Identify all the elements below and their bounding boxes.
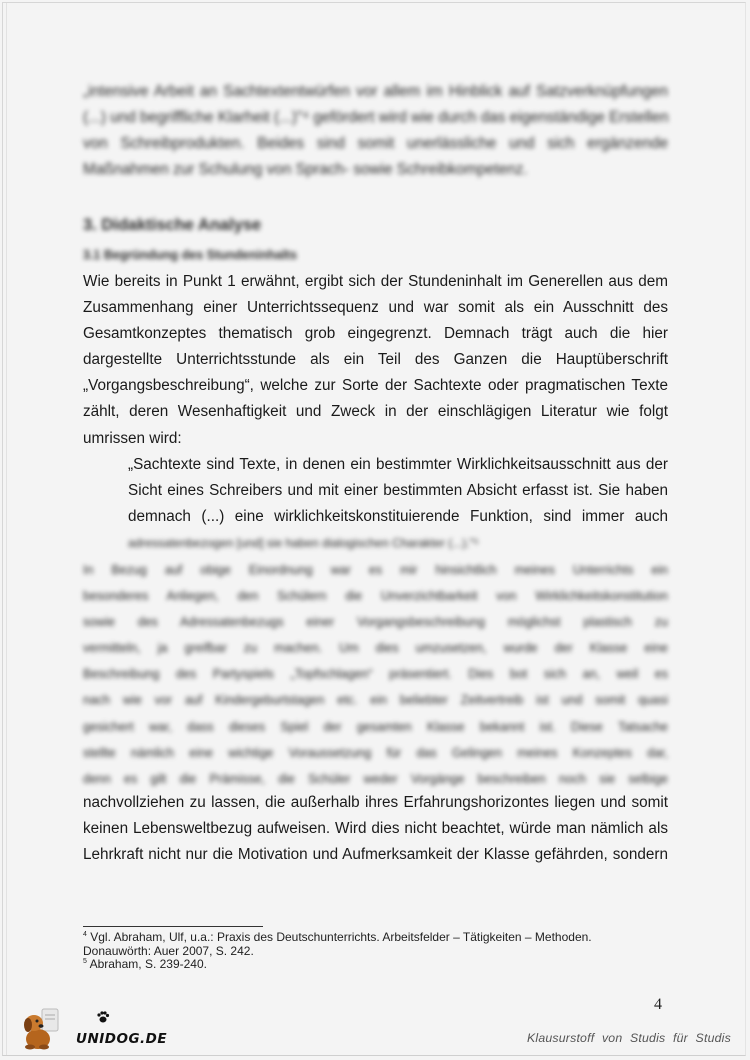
text-line: denn es gilt die Prämisse, die Schüler weder Vorgänge beschreiben noch sie selbige <box>83 771 668 786</box>
footnote-5 <box>83 958 643 972</box>
footer-tagline: Klausurstoff von Studis für Studis <box>527 1031 731 1045</box>
text-line: Zusammenhang einer Unterrichtssequenz und war somit als ein Ausschnitt des <box>83 299 668 317</box>
unidog-logo[interactable] <box>20 1005 168 1053</box>
text-line: nachvollziehen zu lassen, die außerhalb ihres Erfahrungshorizontes liegen und somit <box>83 794 668 811</box>
text-line: Gesamtkonzeptes thematisch grob eingegrenzt. Demnach trägt auch die hier <box>83 325 668 343</box>
footnote-text: Abraham, S. 239-240. <box>89 957 207 971</box>
text-line: (...) und begriffliche Klarheit (...)"⁴ gefördert wird wie durch das eigenständige Erstellen <box>83 109 669 127</box>
text-line: Sicht eines Schreibers und mit einer bestimmten Absicht erfasst ist. Sie haben <box>128 482 668 500</box>
intro-paragraph <box>83 79 668 183</box>
text-line: demnach (...) eine wirklichkeitskonstituierende Funktion, sind immer auch <box>128 508 668 526</box>
text-line: Beschreibung des Partyspiels „Topfschlagen“ präsentiert. Dies bot sich an, weil es <box>83 667 668 682</box>
text-line: keinen Lebensweltbezug aufweisen. Wird dies nicht beachtet, würde man nämlich als <box>83 820 668 838</box>
text-line: „Sachtexte sind Texte, in denen ein bestimmter Wirklichkeitsausschnitt aus der <box>128 456 668 473</box>
section-heading: 3. Didaktische Analyse <box>83 216 262 234</box>
body-paragraph-2 <box>83 790 668 868</box>
text-line: gesichert war, dass dieses Spiel der gesamten Klasse bekannt ist. Diese Tatsache <box>83 719 668 734</box>
footnote-4-continuation: Donauwörth: Auer 2007, S. 242. <box>83 943 254 958</box>
page-number: 4 <box>654 996 662 1013</box>
text-line: dargestellte Unterrichtsstunde als ein Teil des Ganzen die Hauptüberschrift <box>83 351 668 369</box>
text-line: nach wie vor auf Kindergeburtstagen etc. ein beliebter Zeitvertreib ist und somit quasi <box>83 693 668 708</box>
text-line: besonderes Anliegen, den Schülern die Unverzichtbarkeit von Wirklichkeitskonstitution <box>83 589 668 604</box>
footnote-separator <box>83 926 263 927</box>
block-quote <box>128 452 668 556</box>
text-line: zählt, deren Wesenhaftigkeit und Zweck in der einschlägigen Literatur wie folgt <box>83 403 668 421</box>
text-line: von Schreibprodukten. Beides sind somit unerlässliche und sich ergänzende <box>83 135 668 153</box>
paw-icon <box>96 1010 110 1024</box>
subsection-heading: 3.1 Begründung des Stundeninhalts <box>83 248 297 262</box>
text-line: umrissen wird: <box>83 429 182 447</box>
body-paragraph-2-blurred <box>83 557 668 792</box>
text-line: Wie bereits in Punkt 1 erwähnt, ergibt sich der Stundeninhalt im Generellen aus dem <box>83 273 668 290</box>
text-line: stellte nämlich eine wichtige Voraussetzung für das Gelingen meines Konzeptes dar, <box>83 745 668 760</box>
footnote-number: 5 <box>83 958 87 965</box>
text-line: adressatenbezogen [und] sie haben dialogischen Charakter (...)."⁵ <box>128 536 479 551</box>
footnote-text: Vgl. Abraham, Ulf, u.a.: Praxis des Deutschunterrichts. Arbeitsfelder – Tätigkeiten – Methoden. <box>90 930 592 944</box>
logo-text: UNIDOG.DE <box>76 1031 168 1047</box>
text-line: vermitteln, ja greifbar zu machen. Um dies umzusetzen, wurde der Klasse eine <box>83 641 668 656</box>
text-line: sowie des Adressatenbezugs einer Vorgangsbeschreibung möglichst plastisch zu <box>83 615 668 630</box>
footnote-number: 4 <box>83 931 87 938</box>
dog-mascot-icon <box>20 1005 64 1051</box>
text-line: Lehrkraft nicht nur die Motivation und Aufmerksamkeit der Klasse gefährden, sondern <box>83 846 668 864</box>
text-line: In Bezug auf obige Einordnung war es mir hinsichtlich meines Unterrichts ein <box>83 563 668 577</box>
footnote-4 <box>83 931 643 945</box>
text-line: „intensive Arbeit an Sachtextentwürfen vor allem im Hinblick auf Satzverknüpfungen <box>83 83 668 100</box>
text-line: Maßnahmen zur Schulung von Sprach- sowie Schreibkompetenz. <box>83 161 528 179</box>
footnotes <box>83 931 643 972</box>
body-paragraph-1 <box>83 269 668 452</box>
text-line: „Vorgangsbeschreibung“, welche zur Sorte der Sachtexte oder pragmatischen Texte <box>83 377 668 395</box>
